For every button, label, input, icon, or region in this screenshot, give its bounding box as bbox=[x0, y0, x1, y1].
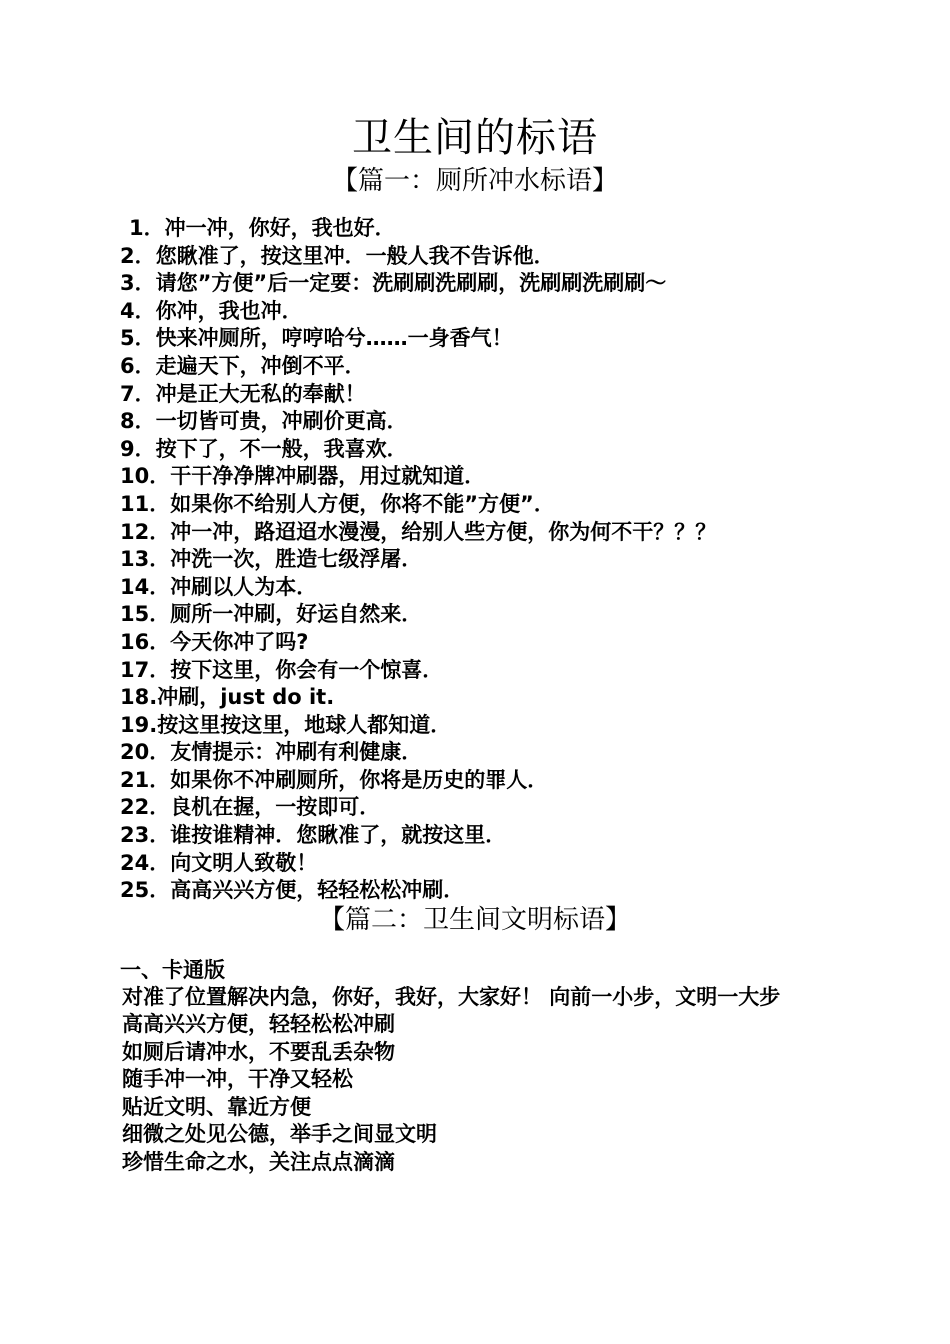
list-item: 9．按下了，不一般，我喜欢． bbox=[120, 436, 408, 461]
list-item: 16．今天你冲了吗? bbox=[120, 629, 309, 654]
list-item: 25．高高兴兴方便，轻轻松松冲刷． bbox=[120, 878, 465, 903]
list-item: 18.冲刷，just do it. bbox=[120, 685, 335, 710]
list-item: 24．向文明人致敬！ bbox=[120, 850, 318, 875]
list-item: 17．按下这里，你会有一个惊喜． bbox=[120, 657, 444, 682]
list-item: 随手冲一冲，干净又轻松 bbox=[122, 1067, 353, 1092]
list-item: 14．冲刷以人为本． bbox=[120, 574, 318, 599]
section-heading-2: 【篇二：卫生间文明标语】 bbox=[318, 905, 631, 935]
list-item: 21．如果你不冲刷厕所，你将是历史的罪人． bbox=[120, 767, 549, 792]
list-item: 10．干干净净牌冲刷器，用过就知道． bbox=[120, 464, 486, 489]
list-item: 20．友情提示：冲刷有利健康． bbox=[120, 740, 423, 765]
list-item: 8．一切皆可贵，冲刷价更高． bbox=[120, 409, 408, 434]
list-item: 22．良机在握，一按即可． bbox=[120, 795, 381, 820]
section-heading-1: 【篇一：厕所冲水标语】 bbox=[331, 166, 618, 196]
list-item: 13．冲洗一次，胜造七级浮屠． bbox=[120, 547, 423, 572]
list-item: 7．冲是正大无私的奉献！ bbox=[120, 381, 366, 406]
list-item: 细微之处见公德，举手之间显文明 bbox=[122, 1122, 437, 1147]
list-item: 3．请您”方便”后一定要：洗刷刷洗刷刷，洗刷刷洗刷刷～ bbox=[120, 271, 667, 296]
list-item: 1．冲一冲，你好，我也好． bbox=[129, 216, 396, 240]
page-title: 卫生间的标语 bbox=[352, 115, 598, 161]
section-2-body bbox=[114, 956, 854, 1177]
list-item: 贴近文明、靠近方便 bbox=[122, 1094, 311, 1119]
list-item: 珍惜生命之水，关注点点滴滴 bbox=[122, 1149, 395, 1174]
paragraph: 对准了位置解决内急，你好，我好，大家好！ 向前一小步，文明一大步 bbox=[122, 985, 781, 1009]
slogan-list bbox=[120, 215, 900, 905]
list-item: 高高兴兴方便，轻轻松松冲刷 bbox=[122, 1012, 395, 1036]
list-item: 12．冲一冲，路迢迢水漫漫，给别人些方便，你为何不干？？？ bbox=[120, 519, 717, 544]
list-item: 5．快来冲厕所，哼哼哈兮……一身香气！ bbox=[120, 326, 513, 351]
list-item: 如厕后请冲水，不要乱丢杂物 bbox=[122, 1039, 395, 1064]
list-item: 15．厕所一冲刷，好运自然来． bbox=[120, 602, 423, 627]
list-item: 11．如果你不给别人方便，你将不能”方便”． bbox=[120, 491, 555, 516]
list-item: 2．您瞅准了，按这里冲．一般人我不告诉他． bbox=[120, 243, 555, 268]
list-item: 4．你冲，我也冲． bbox=[120, 298, 303, 323]
list-item: 23．谁按谁精神．您瞅准了，就按这里． bbox=[120, 823, 507, 848]
sub-heading: 一、卡通版 bbox=[120, 958, 225, 982]
list-item: 6．走遍天下，冲倒不平． bbox=[120, 353, 366, 378]
slogan-lines bbox=[114, 1011, 854, 1177]
list-item: 19.按这里按这里，地球人都知道． bbox=[120, 712, 452, 737]
